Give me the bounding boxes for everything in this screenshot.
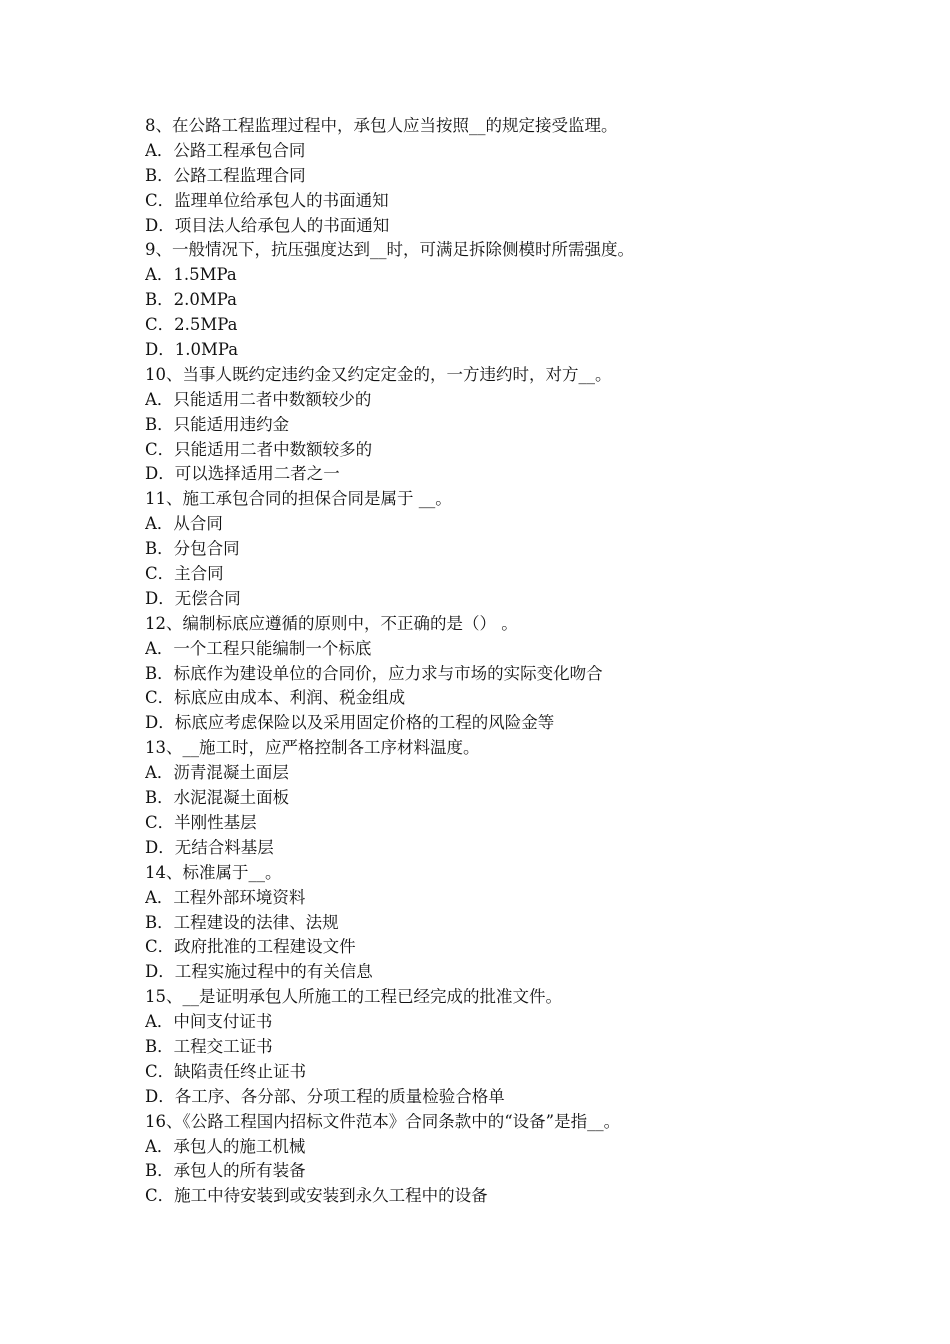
option-8a: A．公路工程承包合同 <box>145 140 306 160</box>
question-14: 14、标准属于__。 <box>145 862 282 882</box>
option-15c: C．缺陷责任终止证书 <box>145 1061 307 1081</box>
option-14a: A．工程外部环境资料 <box>145 887 306 907</box>
option-8b: B．公路工程监理合同 <box>145 165 306 185</box>
option-14c: C．政府批准的工程建设文件 <box>145 937 356 957</box>
question-16: 16、《公路工程国内招标文件范本》合同条款中的“设备”是指__。 <box>145 1111 621 1131</box>
option-9d: D．1.0MPa <box>145 340 239 360</box>
option-10b: B．只能适用违约金 <box>145 414 290 434</box>
option-12d: D．标底应考虑保险以及采用固定价格的工程的风险金等 <box>145 713 555 733</box>
option-9a: A．1.5MPa <box>145 265 237 285</box>
option-11c: C．主合同 <box>145 564 224 584</box>
option-13c: C．半刚性基层 <box>145 812 257 832</box>
option-13a: A．沥青混凝土面层 <box>145 763 289 783</box>
option-16b: B．承包人的所有装备 <box>145 1161 306 1181</box>
option-15d: D．各工序、各分部、分项工程的质量检验合格单 <box>145 1086 505 1106</box>
option-11b: B．分包合同 <box>145 539 240 559</box>
option-9c: C．2.5MPa <box>145 315 238 335</box>
option-8c: C．监理单位给承包人的书面通知 <box>145 190 389 210</box>
option-14d: D．工程实施过程中的有关信息 <box>145 962 373 982</box>
option-12a: A．一个工程只能编制一个标底 <box>145 638 372 658</box>
option-8d: D．项目法人给承包人的书面通知 <box>145 215 390 235</box>
question-13: 13、__施工时，应严格控制各工序材料温度。 <box>145 738 480 758</box>
option-15a: A．中间支付证书 <box>145 1012 273 1032</box>
option-14b: B．工程建设的法律、法规 <box>145 912 339 932</box>
question-12: 12、编制标底应遵循的原则中，不正确的是（） 。 <box>145 613 518 633</box>
option-10a: A．只能适用二者中数额较少的 <box>145 389 372 409</box>
option-12b: B．标底作为建设单位的合同价，应力求与市场的实际变化吻合 <box>145 663 603 683</box>
question-8: 8、在公路工程监理过程中，承包人应当按照__的规定接受监理。 <box>145 116 618 135</box>
option-16c: C．施工中待安装到或安装到永久工程中的设备 <box>145 1186 488 1206</box>
option-9b: B．2.0MPa <box>145 290 237 310</box>
option-10c: C．只能适用二者中数额较多的 <box>145 439 373 459</box>
option-13d: D．无结合料基层 <box>145 837 274 857</box>
question-10: 10、当事人既约定违约金又约定定金的，一方违约时，对方__。 <box>145 364 612 384</box>
option-15b: B．工程交工证书 <box>145 1036 273 1056</box>
option-13b: B．水泥混凝土面板 <box>145 788 290 808</box>
option-11a: A．从合同 <box>145 514 223 534</box>
question-11: 11、施工承包合同的担保合同是属于 __。 <box>145 489 452 509</box>
option-10d: D．可以选择适用二者之一 <box>145 464 340 484</box>
document-body <box>145 114 865 1209</box>
question-9: 9、一般情况下，抗压强度达到__时，可满足拆除侧模时所需强度。 <box>145 240 634 260</box>
option-16a: A．承包人的施工机械 <box>145 1136 306 1156</box>
question-15: 15、__是证明承包人所施工的工程已经完成的批准文件。 <box>145 987 562 1007</box>
option-11d: D．无偿合同 <box>145 588 241 608</box>
option-12c: C．标底应由成本、利润、税金组成 <box>145 688 406 708</box>
